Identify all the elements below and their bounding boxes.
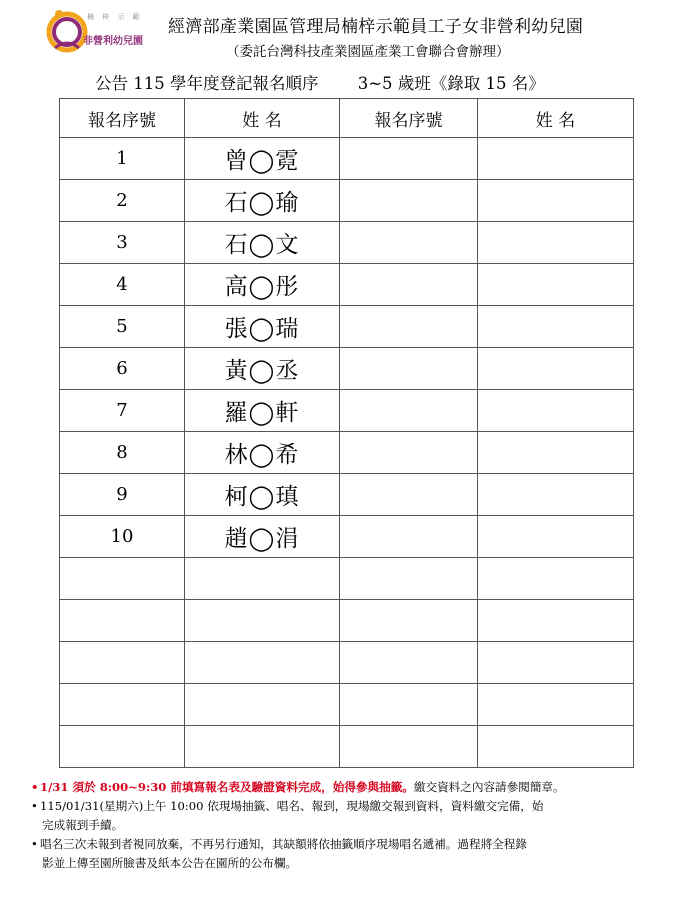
bullet-icon: • — [31, 799, 38, 813]
logo-small-text: 楠 梓 示 範 — [87, 13, 143, 21]
note-3-line-1: 唱名三次未報到者視同放棄，不再另行通知，其缺額將依抽籤順序現場唱名遞補。過程將全程錄 — [40, 837, 527, 851]
reg-number-cell-right — [340, 516, 478, 558]
reg-number-cell-right — [340, 138, 478, 180]
student-name-cell — [185, 726, 340, 768]
reg-number-cell: 7 — [60, 390, 185, 432]
reg-number-cell — [60, 684, 185, 726]
student-name-cell-right — [478, 264, 634, 306]
reg-number-cell: 6 — [60, 348, 185, 390]
table-body — [60, 138, 634, 768]
table-row — [60, 474, 634, 516]
announcement-title: 公告 115 學年度登記報名順序 — [95, 74, 319, 93]
table-row — [60, 600, 634, 642]
reg-number-cell: 1 — [60, 138, 185, 180]
bullet-icon: • — [31, 837, 38, 851]
note-item — [28, 835, 678, 854]
student-name-cell — [185, 558, 340, 600]
table-row — [60, 516, 634, 558]
reg-number-cell-right — [340, 306, 478, 348]
student-name-cell: 高◯彤 — [185, 264, 340, 306]
reg-number-cell-right — [340, 180, 478, 222]
table-row — [60, 306, 634, 348]
reg-number-cell-right — [340, 642, 478, 684]
student-name-cell: 黃◯丞 — [185, 348, 340, 390]
student-name-cell-right — [478, 432, 634, 474]
student-name-cell-right — [478, 306, 634, 348]
reg-number-cell: 5 — [60, 306, 185, 348]
header-name-2: 姓 名 — [478, 99, 634, 138]
note-3-line-2: 影並上傳至園所臉書及紙本公告在園所的公布欄。 — [42, 856, 298, 870]
bullet-icon: • — [31, 780, 39, 794]
student-name-cell-right — [478, 390, 634, 432]
table-row — [60, 180, 634, 222]
note-1-text: 繳交資料之內容請參閱簡章。 — [413, 780, 565, 794]
student-name-cell — [185, 684, 340, 726]
document-title: 經濟部產業園區管理局楠梓示範員工子女非營利幼兒園 — [168, 17, 584, 37]
reg-number-cell-right — [340, 558, 478, 600]
student-name-cell — [185, 600, 340, 642]
logo-main-text: 非營利幼兒園 — [83, 36, 143, 47]
student-name-cell: 曾◯霓 — [185, 138, 340, 180]
header-reg-number-2: 報名序號 — [340, 99, 478, 138]
header-name-1: 姓 名 — [185, 99, 340, 138]
student-name-cell-right — [478, 474, 634, 516]
table-row — [60, 726, 634, 768]
reg-number-cell-right — [340, 726, 478, 768]
note-item — [28, 797, 678, 816]
table-row — [60, 348, 634, 390]
reg-number-cell: 10 — [60, 516, 185, 558]
reg-number-cell — [60, 726, 185, 768]
student-name-cell: 張◯瑞 — [185, 306, 340, 348]
table-row — [60, 684, 634, 726]
reg-number-cell-right — [340, 474, 478, 516]
student-name-cell-right — [478, 348, 634, 390]
student-name-cell-right — [478, 684, 634, 726]
table-row — [60, 432, 634, 474]
reg-number-cell-right — [340, 432, 478, 474]
note-2-line-2: 完成報到手續。 — [42, 818, 124, 832]
reg-number-cell — [60, 642, 185, 684]
notes-section — [28, 778, 678, 873]
student-name-cell: 羅◯軒 — [185, 390, 340, 432]
student-name-cell: 柯◯瑱 — [185, 474, 340, 516]
reg-number-cell-right — [340, 600, 478, 642]
announcement-line — [95, 70, 545, 94]
kindergarten-logo — [45, 8, 153, 56]
table-row — [60, 222, 634, 264]
student-name-cell-right — [478, 516, 634, 558]
student-name-cell-right — [478, 180, 634, 222]
reg-number-cell — [60, 600, 185, 642]
reg-number-cell-right — [340, 222, 478, 264]
table-row — [60, 264, 634, 306]
student-name-cell: 林◯希 — [185, 432, 340, 474]
note-item-continued — [28, 854, 678, 873]
student-name-cell-right — [478, 642, 634, 684]
reg-number-cell: 2 — [60, 180, 185, 222]
class-admission-info: 3~5 歲班《錄取 15 名》 — [357, 74, 545, 93]
registration-table — [59, 98, 634, 768]
reg-number-cell-right — [340, 684, 478, 726]
reg-number-cell: 4 — [60, 264, 185, 306]
student-name-cell-right — [478, 726, 634, 768]
table-row — [60, 558, 634, 600]
student-name-cell-right — [478, 600, 634, 642]
student-name-cell-right — [478, 222, 634, 264]
note-item — [28, 778, 678, 797]
student-name-cell: 石◯文 — [185, 222, 340, 264]
header-reg-number-1: 報名序號 — [60, 99, 185, 138]
reg-number-cell: 9 — [60, 474, 185, 516]
reg-number-cell: 8 — [60, 432, 185, 474]
student-name-cell-right — [478, 558, 634, 600]
document-subtitle: （委託台灣科技產業園區產業工會聯合會辦理） — [226, 44, 510, 60]
note-1-highlight: 1/31 須於 8:00~9:30 前填寫報名表及驗證資料完成，始得參與抽籤。 — [40, 780, 414, 794]
note-2-line-1: 115/01/31(星期六)上午 10:00 依現場抽籤、唱名、報到，現場繳交報到資料，資料繳交完備，始 — [40, 799, 544, 813]
table-row — [60, 390, 634, 432]
table-row — [60, 642, 634, 684]
reg-number-cell-right — [340, 264, 478, 306]
table-header-row — [60, 99, 634, 138]
student-name-cell-right — [478, 138, 634, 180]
reg-number-cell-right — [340, 348, 478, 390]
student-name-cell: 石◯瑜 — [185, 180, 340, 222]
student-name-cell: 趙◯涓 — [185, 516, 340, 558]
note-item-continued — [28, 816, 678, 835]
document-header — [0, 0, 696, 100]
reg-number-cell — [60, 558, 185, 600]
reg-number-cell-right — [340, 390, 478, 432]
student-name-cell — [185, 642, 340, 684]
table-row — [60, 138, 634, 180]
reg-number-cell: 3 — [60, 222, 185, 264]
